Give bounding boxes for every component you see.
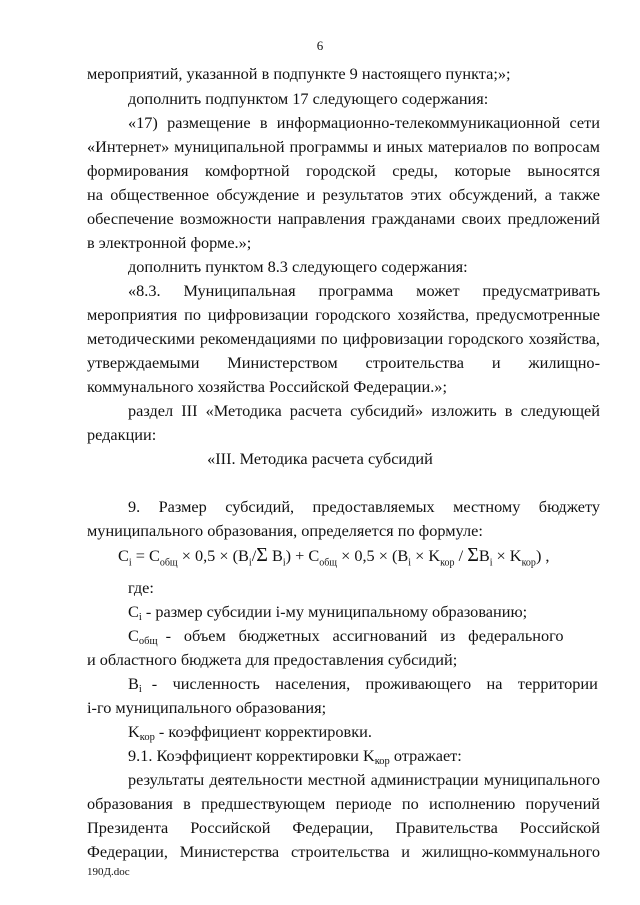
text-line: формирования комфортной городской среды, которые выносятся bbox=[87, 161, 600, 180]
definition-k: $K_{кор}$ - коэффициент корректировки. bbox=[128, 722, 372, 743]
text-line: «17) размещение в информационно-телекоммуникационной сети bbox=[128, 113, 600, 132]
text-line: дополнить пунктом 8.3 следующего содержания: bbox=[128, 257, 468, 276]
text-line: Федерации, Министерства строительства и жилищно-коммунального bbox=[87, 842, 600, 861]
text-line: «Интернет» муниципальной программы и иных материалов по вопросам bbox=[87, 137, 600, 156]
text-line: коммунального хозяйства Российской Федерации.»; bbox=[87, 377, 447, 396]
text-line: мероприятий, указанной в подпункте 9 настоящего пункта;»; bbox=[87, 64, 511, 83]
definition-bi: $B_i$ - численность населения, проживающего на территории bbox=[128, 674, 598, 695]
section-heading: «III. Методика расчета субсидий bbox=[207, 449, 433, 468]
text-line: муниципального образования, определяется по формуле: bbox=[87, 521, 483, 540]
definition-ci: $C_i$ - размер субсидии i-му муниципальному образованию; bbox=[128, 602, 528, 623]
text-line: утверждаемыми Министерством строительства и жилищно- bbox=[87, 353, 600, 372]
text-line: мероприятия по цифровизации городского хозяйства, предусмотренные bbox=[87, 305, 600, 324]
definition-cobsh: $C_{общ}$ - объем бюджетных ассигнований из федерального bbox=[128, 626, 564, 647]
subsidy-formula: $C_i = C_{общ} \times 0,5 \times (B_i/\Sigma$ $B_i) + C_{общ} \times 0,5 \times (B_i \times K_{кор} / \Sigma B_i \times K_{кор})$ , bbox=[118, 544, 550, 569]
text-line: методическими рекомендациями по цифровизации городского хозяйства, bbox=[87, 329, 600, 348]
page-number: 6 bbox=[316, 38, 324, 53]
text-line: образования в предшествующем периоде по исполнению поручений bbox=[87, 794, 600, 813]
text-line: в электронной форме.»; bbox=[87, 233, 252, 252]
text-line: Президента Российской Федерации, Правительства Российской bbox=[87, 818, 600, 837]
file-name-footer: 190Д.doc bbox=[87, 866, 130, 878]
text-line: 9. Размер субсидий, предоставляемых местному бюджету bbox=[128, 497, 600, 516]
text-line: на общественное обсуждение и результатов этих обсуждений, а также bbox=[87, 185, 600, 204]
text-line: раздел III «Методика расчета субсидий» изложить в следующей bbox=[128, 401, 600, 420]
text-line: и областного бюджета для предоставления субсидий; bbox=[87, 650, 458, 669]
text-line: результаты деятельности местной администрации муниципального bbox=[128, 770, 600, 789]
text-line: обеспечение возможности направления гражданами своих предложений bbox=[87, 209, 600, 228]
text-line: «8.3. Муниципальная программа может предусматривать bbox=[128, 281, 600, 300]
text-line: редакции: bbox=[87, 425, 157, 444]
text-line: дополнить подпунктом 17 следующего содержания: bbox=[128, 89, 489, 108]
paragraph-9-1: 9.1. Коэффициент корректировки $K_{кор}$ отражает: bbox=[128, 746, 462, 767]
text-line: i-го муниципального образования; bbox=[87, 698, 327, 717]
text-line: где: bbox=[128, 578, 154, 597]
